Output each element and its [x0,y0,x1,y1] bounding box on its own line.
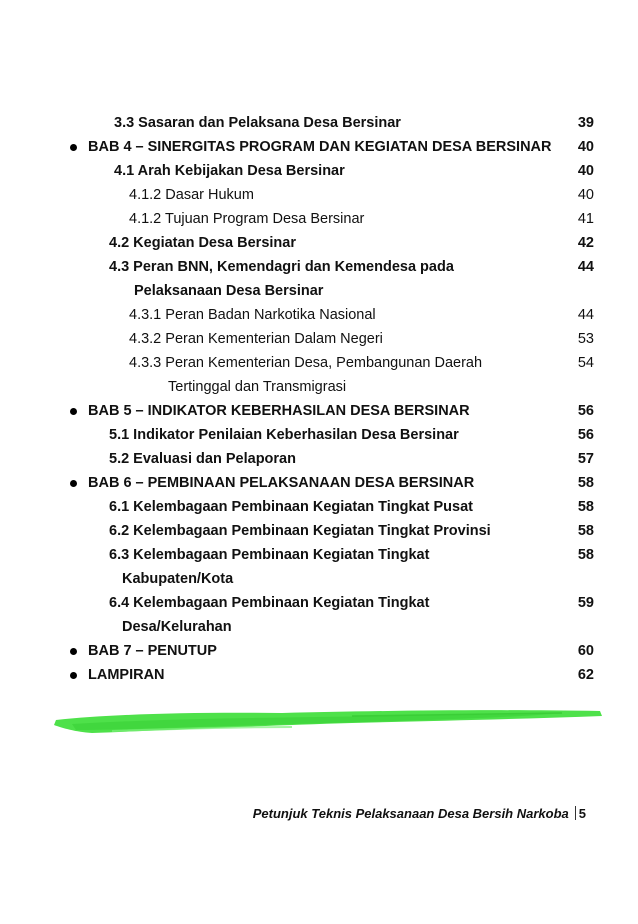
toc-entry-page-number: 44 [577,259,594,275]
toc-entry-title: BAB 5 – INDIKATOR KEBERHASILAN DESA BERSINAR [88,403,470,419]
toc-entry [0,375,638,399]
toc-entry-page-number: 58 [577,475,594,491]
toc-entry-page-number: 39 [577,115,594,131]
bullet-icon [70,144,77,151]
toc-entry [0,135,638,159]
toc-entry [0,111,638,135]
toc-entry-page-number: 60 [577,643,594,659]
toc-entry-page-number: 40 [577,163,594,179]
toc-entry [0,423,638,447]
toc-entry-title: BAB 7 – PENUTUP [88,643,217,659]
toc-entry-title: Tertinggal dan Transmigrasi [168,379,347,395]
footer-document-title: Petunjuk Teknis Pelaksanaan Desa Bersih Narkoba [252,806,569,821]
toc-entry-title: BAB 6 – PEMBINAAN PELAKSANAAN DESA BERSINAR [88,475,475,491]
bullet-icon [70,480,77,487]
toc-entry-title: BAB 4 – SINERGITAS PROGRAM DAN KEGIATAN DESA BERSINAR [88,139,552,155]
toc-entry-title: 4.3.3 Peran Kementerian Desa, Pembangunan Daerah [129,355,483,371]
toc-entry [0,543,638,567]
toc-entry-page-number: 42 [577,235,594,251]
toc-entry-page-number: 41 [577,211,594,227]
toc-entry [0,183,638,207]
toc-entry [0,447,638,471]
toc-entry-title: 5.2 Evaluasi dan Pelaporan [109,451,296,467]
toc-entry [0,255,638,279]
toc-entry [0,615,638,639]
toc-entry-title: 4.2 Kegiatan Desa Bersinar [109,235,296,251]
toc-entry-title: 6.4 Kelembagaan Pembinaan Kegiatan Tingkat [109,595,430,611]
toc-entry [0,351,638,375]
toc-entry [0,327,638,351]
toc-entry-page-number: 40 [577,139,594,155]
toc-entry-title: 5.1 Indikator Penilaian Keberhasilan Desa Bersinar [109,427,459,443]
toc-entry-page-number: 44 [577,307,594,323]
toc-entry [0,159,638,183]
toc-entry-title: 4.1 Arah Kebijakan Desa Bersinar [114,163,345,179]
toc-entry [0,567,638,591]
toc-entry [0,279,638,303]
toc-entry-page-number: 58 [577,547,594,563]
page-footer [253,806,586,821]
green-brush-stroke-divider [52,706,604,740]
toc-entry [0,207,638,231]
toc-entry-title: 4.3.1 Peran Badan Narkotika Nasional [129,307,376,323]
toc-entry-title: Pelaksanaan Desa Bersinar [134,283,324,299]
toc-entry-title: Desa/Kelurahan [122,619,232,635]
toc-entry [0,519,638,543]
toc-entry-title: 6.2 Kelembagaan Pembinaan Kegiatan Tingkat Provinsi [109,523,491,539]
bullet-icon [70,648,77,655]
toc-entry-title: 6.1 Kelembagaan Pembinaan Kegiatan Tingkat Pusat [109,499,473,515]
toc-entry [0,495,638,519]
toc-entry-page-number: 62 [577,667,594,683]
toc-entry-page-number: 54 [577,355,594,371]
toc-entry-title: 4.1.2 Tujuan Program Desa Bersinar [129,211,365,227]
toc-entry [0,639,638,663]
toc-entry-page-number: 40 [577,187,594,203]
toc-entry-page-number: 56 [577,403,594,419]
toc-entry [0,303,638,327]
toc-entry-page-number: 53 [577,331,594,347]
toc-entry-page-number: 58 [577,499,594,515]
footer-separator [575,806,576,820]
toc-entry [0,399,638,423]
toc-entry-title: Kabupaten/Kota [122,571,234,587]
toc-entry [0,471,638,495]
toc-entry-title: 3.3 Sasaran dan Pelaksana Desa Bersinar [114,115,401,131]
toc-entry [0,663,638,687]
toc-entry-title: 6.3 Kelembagaan Pembinaan Kegiatan Tingkat [109,547,430,563]
toc-entry-title: 4.1.2 Dasar Hukum [129,187,254,203]
toc-entry-page-number: 59 [577,595,594,611]
bullet-icon [70,672,77,679]
toc-entry [0,591,638,615]
toc-entry [0,231,638,255]
toc-entry-title: LAMPIRAN [88,667,165,683]
bullet-icon [70,408,77,415]
toc-entry-page-number: 57 [577,451,594,467]
toc-entry-title: 4.3 Peran BNN, Kemendagri dan Kemendesa pada [109,259,454,275]
toc-entry-title: 4.3.2 Peran Kementerian Dalam Negeri [129,331,383,347]
toc-entry-page-number: 58 [577,523,594,539]
footer-page-number: 5 [578,806,586,821]
toc-entry-page-number: 56 [577,427,594,443]
